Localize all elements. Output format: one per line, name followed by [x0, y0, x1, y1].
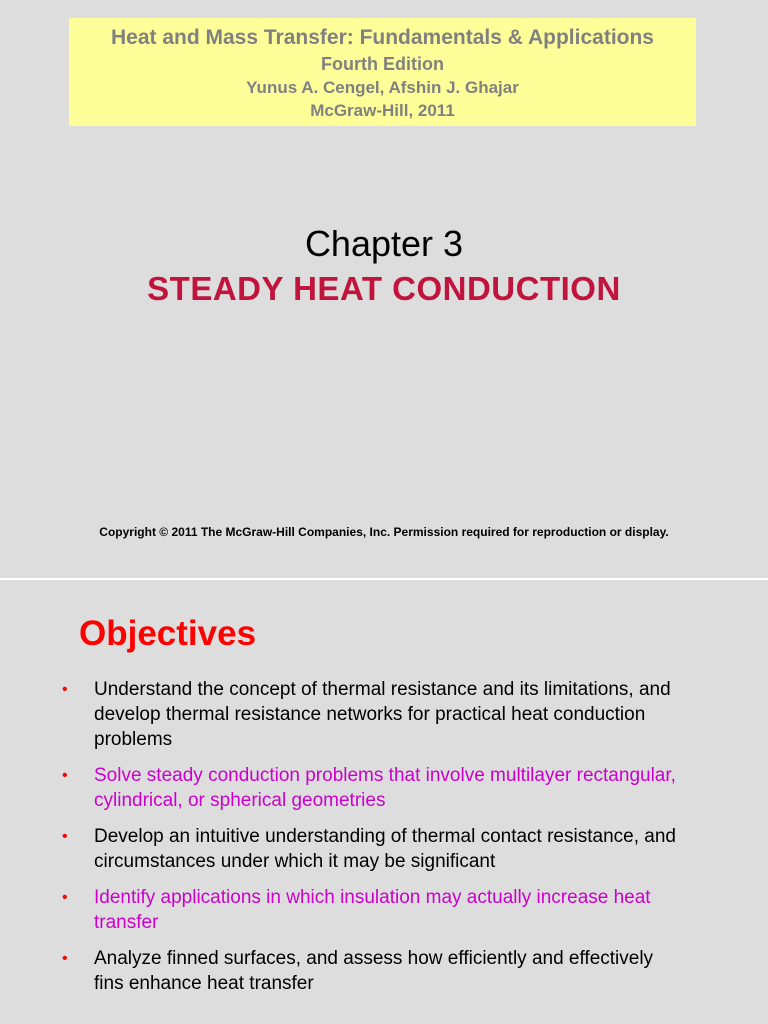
- objectives-list: [62, 677, 682, 1007]
- book-edition: Fourth Edition: [321, 54, 444, 74]
- list-item: [62, 946, 682, 996]
- bullet-icon: •: [62, 767, 68, 784]
- book-title: Heat and Mass Transfer: Fundamentals & Applications: [110, 26, 654, 49]
- list-item: [62, 677, 682, 752]
- bullet-icon: •: [62, 889, 68, 906]
- book-authors: Yunus A. Cengel, Afshin J. Ghajar: [246, 78, 519, 97]
- book-publisher: McGraw-Hill, 2011: [310, 101, 455, 120]
- objective-text: Understand the concept of thermal resistance and its limitations, and develop thermal resistance networks for practical heat conduction problems: [94, 679, 671, 750]
- list-item: [62, 885, 682, 935]
- objective-text: Analyze finned surfaces, and assess how efficiently and effectively fins enhance heat transfer: [94, 948, 654, 994]
- list-item: [62, 824, 682, 874]
- objective-text: Identify applications in which insulation may actually increase heat transfer: [94, 887, 651, 933]
- chapter-number: Chapter 3: [304, 223, 464, 264]
- objective-text: Solve steady conduction problems that involve multilayer rectangular, cylindrical, or spherical geometries: [94, 765, 676, 811]
- bullet-icon: •: [62, 828, 68, 845]
- chapter-title: STEADY HEAT CONDUCTION: [147, 270, 621, 307]
- objectives-heading: Objectives: [79, 614, 257, 653]
- bullet-icon: •: [62, 681, 68, 698]
- bullet-icon: •: [62, 950, 68, 967]
- book-info-box: [69, 18, 696, 126]
- list-item: [62, 763, 682, 813]
- copyright-notice: Copyright © 2011 The McGraw-Hill Companies, Inc. Permission required for reproduction or display.: [99, 525, 669, 539]
- objective-text: Develop an intuitive understanding of thermal contact resistance, and circumstances under which it may be significant: [94, 826, 676, 872]
